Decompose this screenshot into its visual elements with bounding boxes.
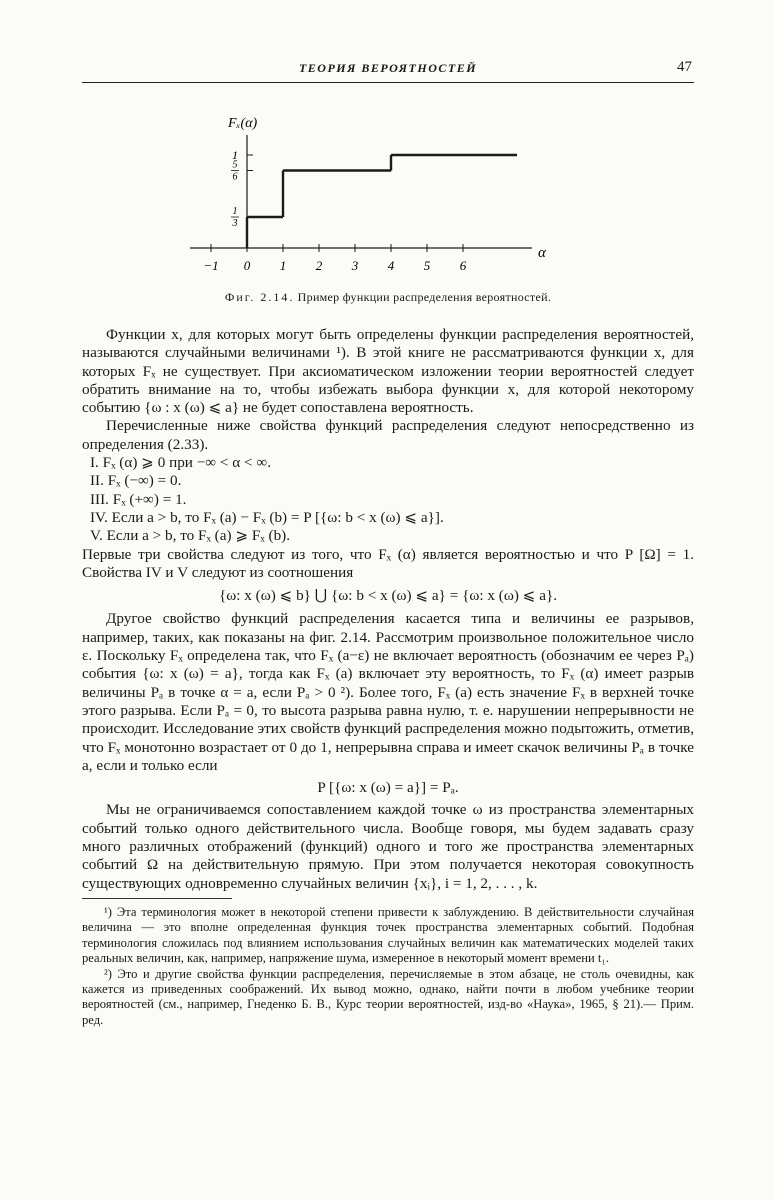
x-tick-label: 2 bbox=[315, 258, 323, 273]
y-tick-numerator: 1 bbox=[232, 206, 238, 217]
y-tick-denominator: 6 bbox=[232, 171, 238, 183]
y-axis-label: Fₓ(α) bbox=[228, 116, 258, 131]
property-5: V. Если a > b, то Fₓ (a) ⩾ Fₓ (b). bbox=[90, 527, 291, 545]
x-tick-label: 3 bbox=[351, 258, 359, 273]
footnote-2: ²) Это и другие свойства функции распределения, перечисляемые в этом абзаце, не столь очевидны, как кажется из приведенных соображений. Их вывод можно, однако, найти почти в любом учебнике теории вероятностей (см., например, Гнеденко Б. В., Курс теории вероятностей, изд-во «Наука», 1965, § 21).— Прим. ред. bbox=[82, 966, 694, 1027]
x-tick-label: 1 bbox=[279, 258, 287, 273]
footnote-1: ¹) Эта терминология может в некоторой степени привести к заблуждению. В действительности случайная величина — это вполне определенная функция точек пространства элементарных событий. Подобная терминология сложилась под влиянием использования случайных величин как математических моделей таких реальных величин, как, например, напряжение шума, измеренное в некоторый момент времени t₁. bbox=[82, 904, 694, 966]
paragraph-discontinuities: Другое свойство функций распределения касается типа и величины ее разрывов, например, таких, как показаны на фиг. 2.14. Рассмотрим произвольное положительное число ε. Поскольку Fₓ определена так, что Fₓ (a−ε) не включает вероятность (обозначим ее через Pₐ) события {ω: x (ω) = a}, тогда как Fₓ (a) включает эту вероятность, то Fₓ (α) имеет разрыв величины Pₐ в точке α = a, если Pₐ > 0 ²). Более того, Fₓ (a) есть значение Fₓ в верхней точке этого разрыва. Если Pₐ = 0, то высота разрыва равна нулю, т. е. нарушении непрерывности не происходит. Исследование этих свойств функций распределения можно подытожить, отметив, что Fₓ монотонно возрастает от 0 до 1, непрерывна справа и имеет скачок величины Pₐ в точке a, если и только если bbox=[82, 610, 694, 774]
distribution-step-chart bbox=[180, 105, 560, 285]
body-text bbox=[82, 326, 694, 1028]
formula-jump: P [{ω: x (ω) = a}] = Pₐ. bbox=[317, 779, 459, 797]
figure-caption bbox=[82, 290, 694, 305]
paragraph-multiple-variables: Мы не ограничиваемся сопоставлением каждой точке ω из пространства элементарных событий только одного действительного числа. Вообще говоря, мы будем задавать сразу много различных отображений (функций) одного и того же пространства элементарных событий Ω на действительную прямую. При этом получается некоторая совокупность существующих одновременно случайных величин {xᵢ}, i = 1, 2, . . . , k. bbox=[82, 801, 694, 892]
property-2: II. Fₓ (−∞) = 0. bbox=[90, 472, 182, 490]
formula-union: {ω: x (ω) ⩽ b} ⋃ {ω: b < x (ω) ⩽ a} = {ω: x (ω) ⩽ a}. bbox=[218, 587, 558, 605]
paragraph-properties-intro: Перечисленные ниже свойства функций распределения следуют непосредственно из определения (2.33). bbox=[82, 417, 694, 453]
paragraph-after-properties: Первые три свойства следуют из того, что Fₓ (α) является вероятностью и что P [Ω] = 1. Свойства IV и V следуют из соотношения bbox=[82, 545, 694, 581]
x-tick-label: −1 bbox=[203, 258, 219, 273]
property-4: IV. Если a > b, то Fₓ (a) − Fₓ (b) = P [{ω: b < x (ω) ⩽ a}]. bbox=[90, 508, 444, 526]
x-tick-label: 0 bbox=[243, 258, 251, 273]
y-tick-denominator: 3 bbox=[232, 218, 238, 229]
footnote-rule bbox=[82, 898, 232, 899]
page-number: 47 bbox=[677, 59, 692, 75]
x-tick-label: 6 bbox=[459, 258, 467, 273]
paragraph-random-variables: Функции x, для которых могут быть определены функции распределения вероятностей, называются случайными величинами ¹). В этой книге не рассматриваются функции x, для которых Fₓ не существует. При аксиоматическом изложении теории вероятностей следует обратить внимание на то, чтобы избежать выбора функции x, для которой некоторому событию {ω : x (ω) ⩽ a} не будет сопоставлена вероятность. bbox=[82, 326, 694, 417]
x-tick-label: 4 bbox=[387, 258, 395, 273]
running-head: ТЕОРИЯ ВЕРОЯТНОСТЕЙ bbox=[298, 61, 478, 75]
caption-text: Пример функции распределения вероятностей. bbox=[297, 290, 552, 304]
property-1: I. Fₓ (α) ⩾ 0 при −∞ < α < ∞. bbox=[90, 454, 272, 472]
property-3: III. Fₓ (+∞) = 1. bbox=[90, 490, 187, 508]
x-tick-label: 5 bbox=[423, 258, 431, 273]
x-axis-label: α bbox=[538, 245, 546, 261]
y-tick-label: 1 bbox=[232, 148, 238, 162]
step-segments bbox=[247, 155, 517, 248]
caption-label: Фиг. 2.14. bbox=[224, 290, 295, 304]
y-tick-numerator: 5 bbox=[232, 159, 238, 171]
page-header bbox=[82, 58, 694, 83]
